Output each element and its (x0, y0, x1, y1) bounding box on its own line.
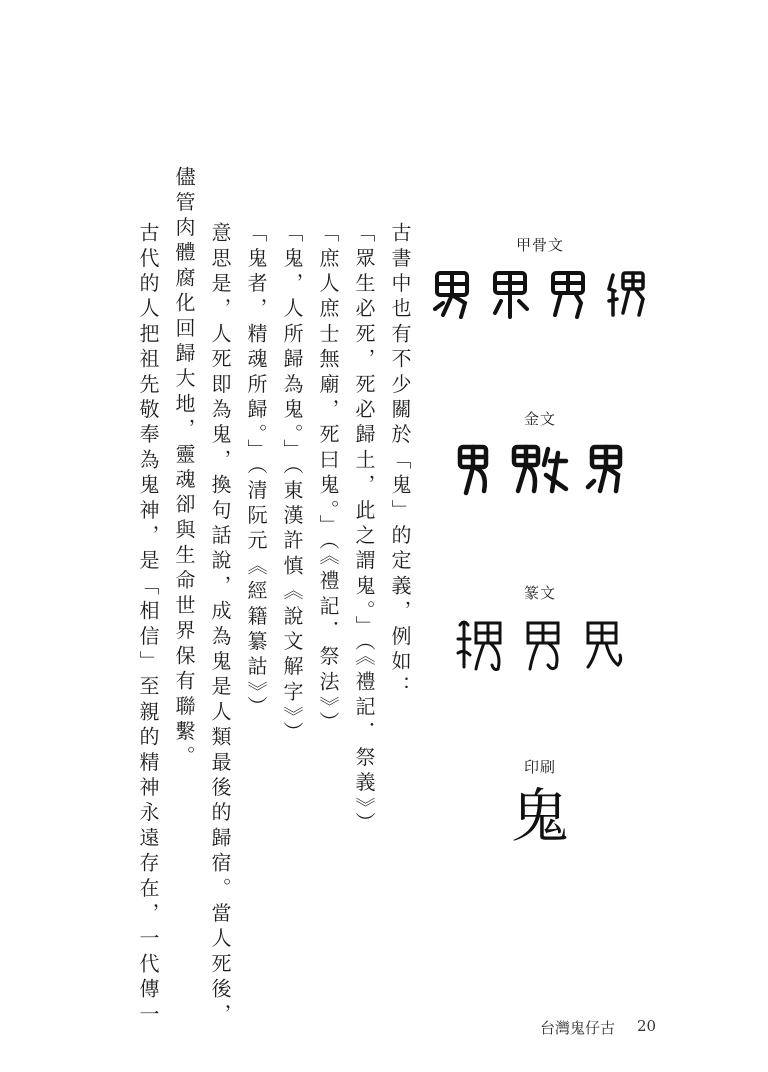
text-column-2: 「眾生必死，死必歸土，此之謂鬼。」（《禮記．祭義》） (352, 222, 376, 838)
bronze-glyph-3 (584, 441, 628, 499)
page-number: 20 (637, 1017, 657, 1035)
seal-script-sample (430, 582, 650, 675)
seal-glyphs (430, 615, 650, 675)
oracle-glyph-2 (489, 269, 533, 321)
printed-glyph-row (430, 782, 650, 850)
printed-ghost-glyph: 鬼 (510, 782, 569, 850)
print-label: 印刷 (523, 758, 556, 776)
bronze-script-sample (430, 408, 650, 499)
seal-glyph-2 (520, 615, 566, 675)
seal-glyph-3 (580, 615, 626, 675)
oracle-glyph-4 (605, 269, 649, 321)
printed-script-sample (430, 756, 650, 850)
bronze-glyph-1 (452, 441, 496, 499)
text-column-1: 古書中也有不少關於「鬼」的定義，例如： (388, 222, 412, 701)
bronze-label: 金文 (523, 410, 556, 428)
oracle-bone-glyphs (430, 269, 650, 321)
text-column-6: 意思是，人死即為鬼，換句話說，成為鬼是人類最後的歸宿。當人死後， (208, 222, 232, 1029)
bronze-glyphs (430, 441, 650, 499)
oracle-bone-label: 甲骨文 (515, 236, 564, 254)
bronze-glyph-2 (510, 441, 570, 499)
text-column-4: 「鬼，人所歸為鬼。」（東漢許慎《說文解字》） (280, 222, 304, 747)
page-footer (540, 1017, 656, 1037)
oracle-glyph-1 (431, 269, 475, 321)
text-column-3: 「庶人庶士無廟，死曰鬼。」（《禮記．祭法》） (316, 222, 340, 737)
book-title: 台灣鬼仔古 (540, 1019, 616, 1037)
seal-glyph-1 (454, 615, 506, 675)
oracle-bone-script-sample (430, 234, 650, 321)
text-column-5: 「鬼者，精魂所歸。」（清阮元《經籍纂詁》） (244, 222, 268, 722)
seal-label: 篆文 (523, 584, 556, 602)
oracle-glyph-3 (547, 269, 591, 321)
text-column-7: 儘管肉體腐化回歸大地，靈魂卻與生命世界保有聯繫。 (172, 166, 196, 771)
text-column-8: 古代的人把祖先敬奉為鬼神，是「相信」至親的精神永遠存在，一代傳一 (136, 222, 160, 1029)
